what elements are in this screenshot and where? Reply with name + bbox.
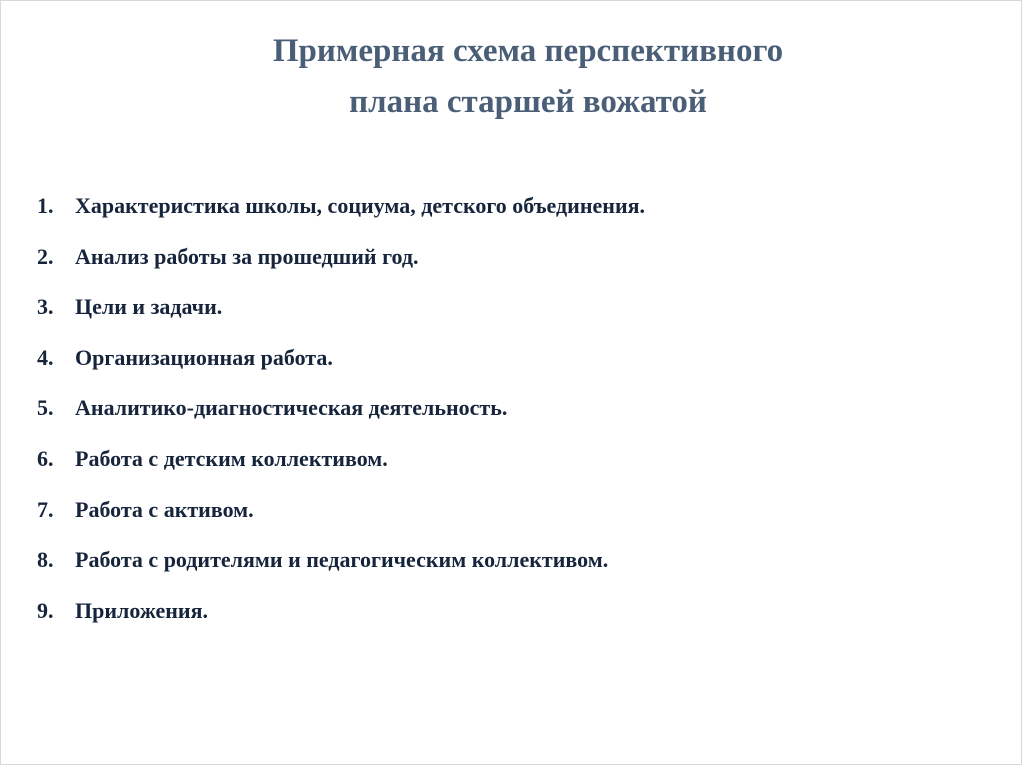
list-item-number: 8. xyxy=(37,547,54,573)
list-item-number: 2. xyxy=(37,243,54,269)
list-item-number: 4. xyxy=(37,344,54,370)
list-item-text: Работа с активом. xyxy=(75,496,254,522)
list-item-number: 5. xyxy=(37,395,54,421)
list-item-text: Организационная работа. xyxy=(75,344,333,370)
slide-title-line-1: Примерная схема перспективного xyxy=(272,33,784,69)
list-item-text: Аналитико-диагностическая деятельность. xyxy=(75,395,508,421)
list-item xyxy=(37,488,645,539)
list-item-text: Приложения. xyxy=(75,597,208,623)
list-item xyxy=(37,589,645,640)
list-item-number: 7. xyxy=(37,496,54,522)
plan-outline-list xyxy=(37,184,645,639)
list-item-text: Анализ работы за прошедший год. xyxy=(75,243,419,269)
list-item-number: 3. xyxy=(37,294,54,320)
list-item xyxy=(37,386,645,437)
list-item xyxy=(37,184,645,235)
slide-title-line-2: плана старшей вожатой xyxy=(349,84,707,120)
list-item-text: Работа с родителями и педагогическим коллективом. xyxy=(75,547,609,573)
list-item xyxy=(37,235,645,286)
list-item-text: Характеристика школы, социума, детского объединения. xyxy=(75,193,646,218)
slide-title xyxy=(0,26,1024,128)
list-item-number: 1. xyxy=(37,193,54,218)
list-item-text: Работа с детским коллективом. xyxy=(75,445,388,471)
list-item-text: Цели и задачи. xyxy=(75,294,223,320)
list-item xyxy=(37,285,645,336)
list-item xyxy=(37,538,645,589)
list-item-number: 9. xyxy=(37,597,54,623)
list-item xyxy=(37,336,645,387)
list-item-number: 6. xyxy=(37,445,54,471)
list-item xyxy=(37,437,645,488)
